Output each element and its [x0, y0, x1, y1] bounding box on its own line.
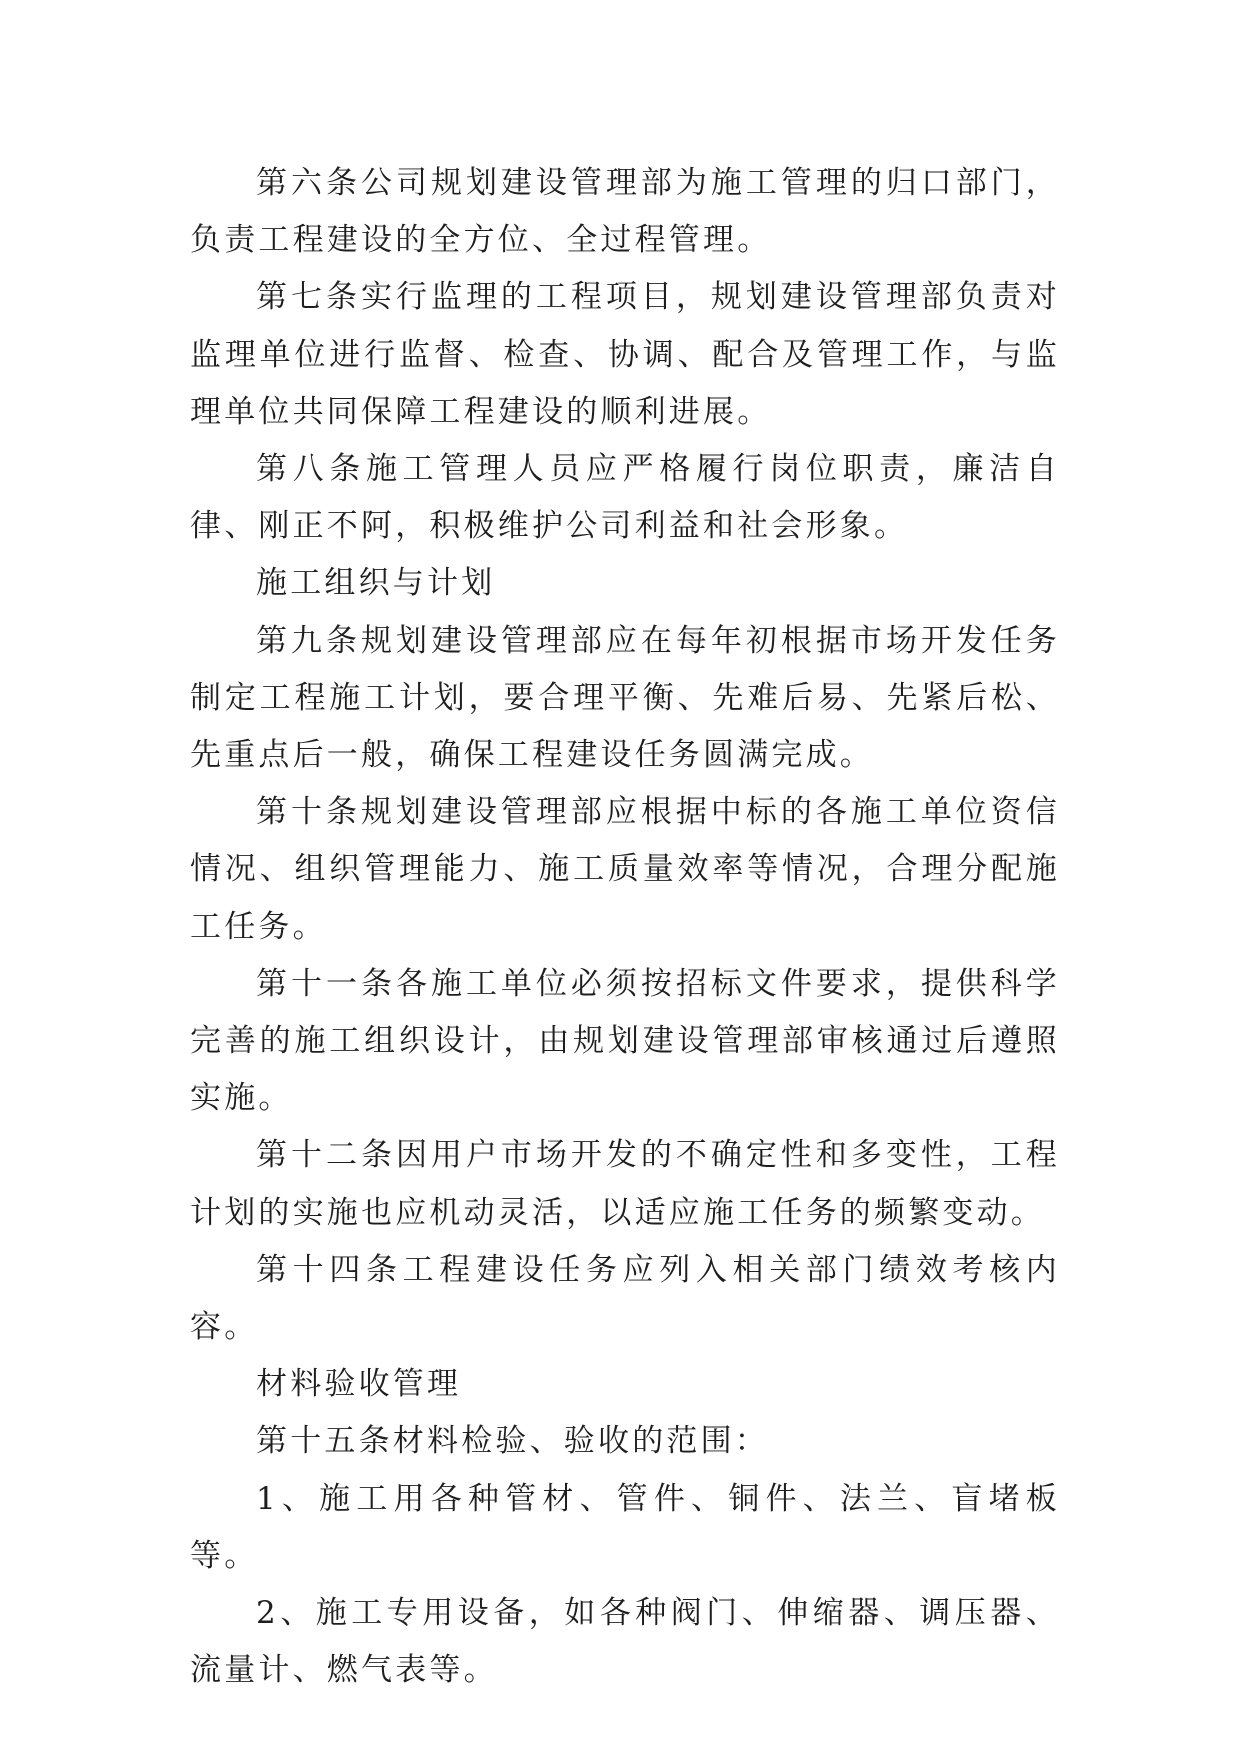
list-item-1: 1、施工用各种管材、管件、铜件、法兰、盲堵板等。	[190, 1480, 1060, 1574]
article-11-paragraph: 第十一条各施工单位必须按招标文件要求，提供科学完善的施工组织设计，由规划建设管理部审核通过后遵照实施。	[190, 965, 1060, 1117]
section-heading-material-acceptance: 材料验收管理	[256, 1366, 462, 1403]
section-heading-construction-organization: 施工组织与计划	[256, 565, 496, 602]
list-item-2: 2、施工专用设备，如各种阀门、伸缩器、调压器、流量计、燃气表等。	[190, 1595, 1060, 1689]
document-body	[190, 155, 1060, 1699]
article-9-paragraph: 第九条规划建设管理部应在每年初根据市场开发任务制定工程施工计划，要合理平衡、先难后易、先紧后松、先重点后一般，确保工程建设任务圆满完成。	[190, 622, 1060, 774]
article-15-paragraph: 第十五条材料检验、验收的范围：	[256, 1423, 769, 1460]
article-7-paragraph: 第七条实行监理的工程项目，规划建设管理部负责对监理单位进行监督、检查、协调、配合及管理工作，与监理单位共同保障工程建设的顺利进展。	[190, 279, 1060, 430]
article-8-paragraph: 第八条施工管理人员应严格履行岗位职责，廉洁自律、刚正不阿，积极维护公司利益和社会形象。	[190, 451, 1060, 545]
article-6-paragraph: 第六条公司规划建设管理部为施工管理的归口部门，负责工程建设的全方位、全过程管理。	[190, 165, 1060, 259]
article-14-paragraph: 第十四条工程建设任务应列入相关部门绩效考核内容。	[190, 1251, 1060, 1346]
article-10-paragraph: 第十条规划建设管理部应根据中标的各施工单位资信情况、组织管理能力、施工质量效率等情况，合理分配施工任务。	[190, 794, 1060, 945]
article-12-paragraph: 第十二条因用户市场开发的不确定性和多变性，工程计划的实施也应机动灵活，以适应施工任务的频繁变动。	[190, 1137, 1060, 1231]
